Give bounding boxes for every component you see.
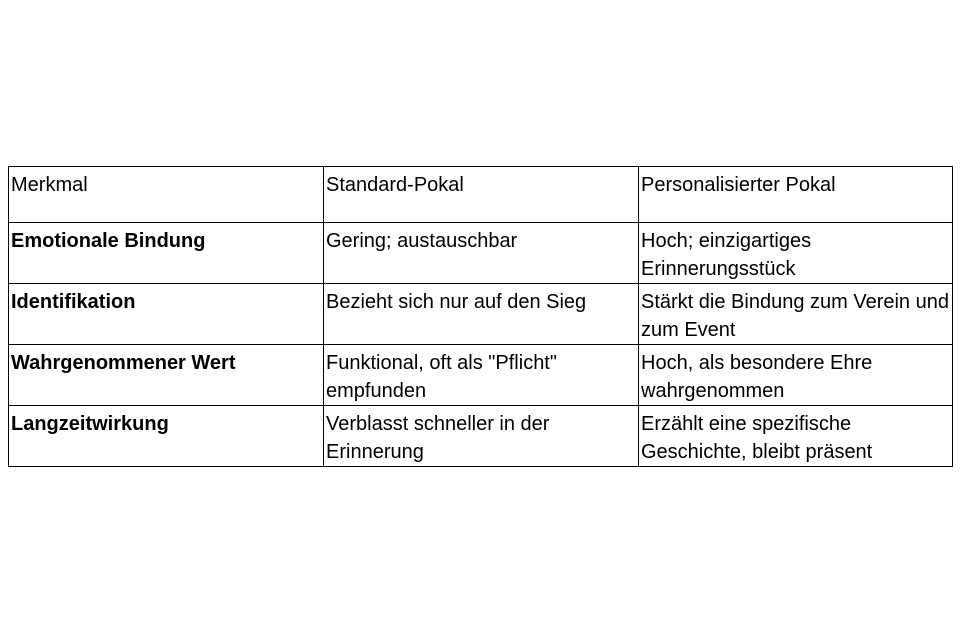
table-cell: Hoch, als besondere Ehre wahrgenommen	[639, 345, 953, 406]
table-cell: Verblasst schneller in der Erinnerung	[324, 406, 639, 467]
comparison-table-container	[8, 166, 952, 467]
comparison-table	[8, 166, 953, 467]
table-cell: Stärkt die Bindung zum Verein und zum Event	[639, 284, 953, 345]
header-cell-merkmal: Merkmal	[9, 167, 324, 223]
table-cell: Erzählt eine spezifische Geschichte, bleibt präsent	[639, 406, 953, 467]
table-cell: Funktional, oft als "Pflicht" empfunden	[324, 345, 639, 406]
table-cell: Hoch; einzigartiges Erinnerungsstück	[639, 223, 953, 284]
table-cell: Bezieht sich nur auf den Sieg	[324, 284, 639, 345]
table-row	[9, 284, 953, 345]
table-row	[9, 406, 953, 467]
table-cell: Gering; austauschbar	[324, 223, 639, 284]
header-cell-personalisierter-pokal: Personalisierter Pokal	[639, 167, 953, 223]
row-label-cell: Emotionale Bindung	[9, 223, 324, 284]
table-row	[9, 223, 953, 284]
row-label-cell: Langzeitwirkung	[9, 406, 324, 467]
row-label-cell: Wahrgenommener Wert	[9, 345, 324, 406]
header-cell-standard-pokal: Standard-Pokal	[324, 167, 639, 223]
table-header-row	[9, 167, 953, 223]
row-label-cell: Identifikation	[9, 284, 324, 345]
table-row	[9, 345, 953, 406]
